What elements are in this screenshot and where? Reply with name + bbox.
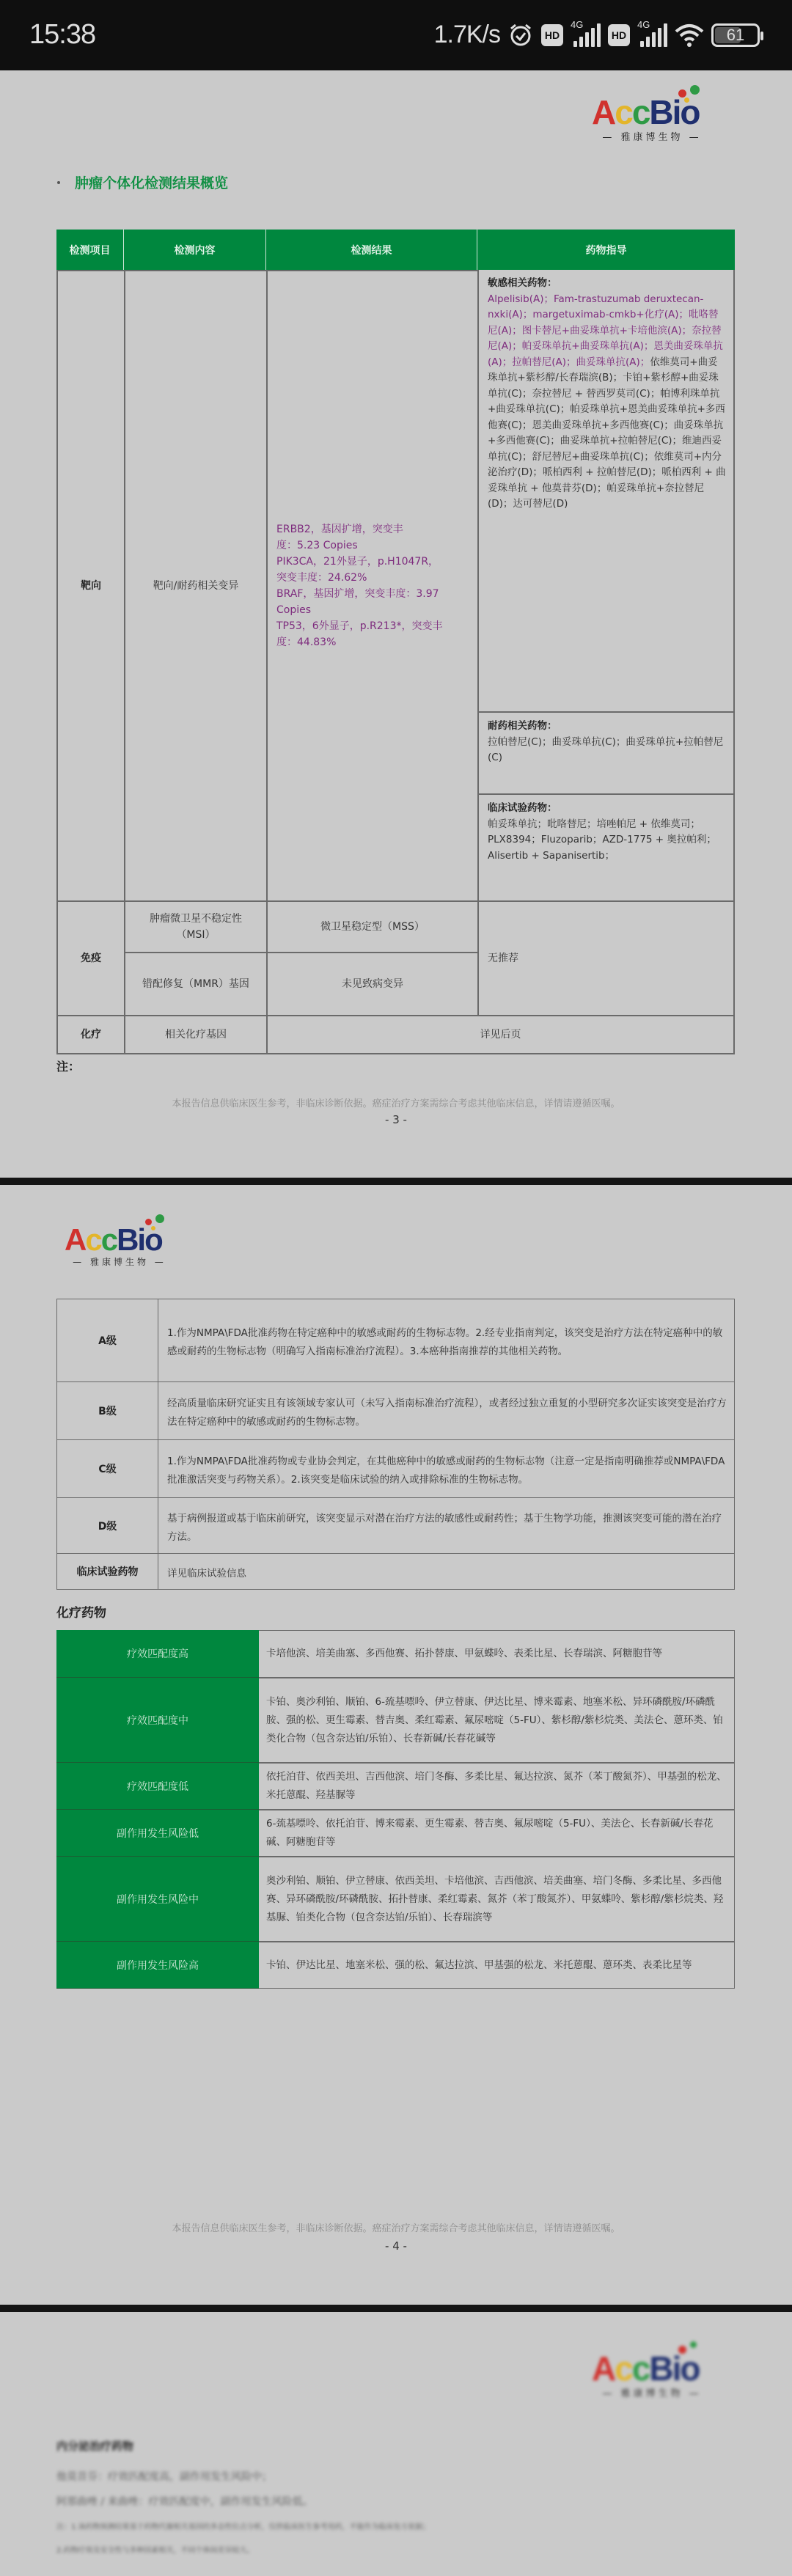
sensitive-drugs-other: 依维莫司+曲妥珠单抗+紫杉醇/长春瑞滨(B)；卡铂+紫杉醇+曲妥珠单抗(C)；奈拉替尼 + 替西罗莫司(C)；帕博利珠单抗+曲妥珠单抗(C)；帕妥珠单抗+恩美曲妥珠单抗+多西他赛(C)；恩美曲妥珠单抗+多西他赛(C)；曲妥珠单抗+多西他赛(C)；曲妥珠单抗+拉帕替尼(C)；维迪西妥单抗(C)；舒尼替尼+曲妥珠单抗(C)；依维莫司+内分泌治疗(D)；哌柏西利 + 拉帕替尼(D)；哌柏西利 + 曲妥珠单抗 + 他莫昔芬(D)；帕妥珠单抗+奈拉替尼(D)；达可替尼(D) (488, 356, 726, 510)
page-separator (0, 2305, 792, 2312)
accbio-logo (592, 85, 712, 141)
status-time: 15:38 (29, 19, 96, 50)
chemo-category-label: 副作用发生风险低 (56, 1810, 259, 1857)
table-header-content: 检测内容 (124, 230, 266, 270)
chemo-category-label: 副作用发生风险高 (56, 1942, 259, 1989)
disclaimer: 本报告信息供临床医生参考，非临床诊断依据。癌症治疗方案需综合考虑其他临床信息，详情请遵循医嘱。 (172, 2223, 620, 2234)
signal-4g-icon-2: 4G (637, 23, 667, 47)
table-header-item: 检测项目 (56, 230, 124, 270)
grade-label: B级 (56, 1381, 158, 1440)
chemo-category-label: 副作用发生风险中 (56, 1857, 259, 1942)
section-title: 肿瘤个体化检测结果概览 (75, 175, 229, 191)
grade-description: 1.作为NMPA\FDA批准药物或专业协会判定，在其他癌种中的敏感或耐药的生物标志物（注意一定是指南明确推荐或NMPA\FDA批准激活突变与药物关系）。2.该突变是临床试验的纳入或排除标准的生物标志物。 (158, 1439, 735, 1498)
chemo-drugs-title: 化疗药物 (56, 1606, 106, 1621)
endocrine-line: 他莫昔芬：疗效匹配度高，副作用发生风险中； (56, 2471, 272, 2483)
logo-tagline: — 雅康博生物 — (602, 132, 702, 143)
endocrine-note: 2.药物疗效及安全性与多种因素相关，不同个体间差异较大。 (56, 2547, 254, 2555)
msi-content: 肿瘤微卫星不稳定性（MSI） (124, 900, 268, 953)
network-speed: 1.7K/s (433, 21, 500, 48)
disclaimer: 本报告信息供临床医生参考，非临床诊断依据。癌症治疗方案需综合考虑其他临床信息，详情请遵循医嘱。 (172, 1098, 620, 1109)
target-category: 靶向 (56, 270, 125, 902)
target-content: 靶向/耐药相关变异 (124, 270, 268, 902)
chemo-category-label: 疗效匹配度低 (56, 1763, 259, 1810)
grade-label: D级 (56, 1497, 158, 1554)
status-bar (0, 0, 792, 70)
grade-description: 经高质量临床研究证实且有该领域专家认可（未写入指南标准治疗流程），或者经过独立重复的小型研究多次证实该突变是治疗方法在特定癌种中的敏感或耐药的生物标志物。 (158, 1381, 735, 1440)
grade-description: 详见临床试验信息 (158, 1553, 735, 1590)
title-bullet (57, 181, 60, 184)
chemo-drug-list: 卡培他滨、培美曲塞、多西他赛、拓扑替康、甲氨蝶呤、表柔比星、长春瑞滨、阿糖胞苷等 (259, 1630, 735, 1678)
resistant-drugs-cell (477, 713, 735, 795)
table-header-result: 检测结果 (266, 230, 477, 270)
grade-description: 基于病例报道或基于临床前研究，该突变显示对潜在治疗方法的敏感性或耐药性；基于生物学功能，推测该突变可能的潜在治疗方法。 (158, 1497, 735, 1554)
table-header-guidance: 药物指导 (477, 230, 735, 270)
status-icons (433, 18, 760, 49)
grade-label: 临床试验药物 (56, 1553, 158, 1590)
logo-wordmark: AccBio (592, 2349, 700, 2388)
endocrine-note: 注：1.该药物预测结果基于药物代谢相关基因的多态性位点分析，仅供临床医生参考用药，不能作为临床处方依据； (56, 2523, 430, 2531)
trial-drugs-cell (477, 795, 735, 902)
immune-guidance: 无推荐 (477, 900, 735, 1016)
report-page-4 (0, 1185, 792, 2305)
signal-4g-icon: 4G (571, 23, 601, 47)
accbio-logo (65, 1214, 185, 1270)
logo-tagline: — 雅康博生物 — (602, 2388, 702, 2399)
mmr-result: 未见致病变异 (266, 952, 479, 1016)
hd-icon-2: HD (608, 24, 630, 46)
grade-label: A级 (56, 1299, 158, 1382)
immune-category: 免疫 (56, 900, 125, 1016)
chemo-drug-list: 奥沙利铂、顺铂、伊立替康、依西美坦、卡培他滨、吉西他滨、培美曲塞、培门冬酶、多柔比星、多西他赛、异环磷酰胺/环磷酰胺、拓扑替康、柔红霉素、氮芥（苯丁酸氮芥）、甲氨蝶呤、紫杉醇/紫杉烷类、羟基脲、铂类化合物（包含奈达铂/乐铂）、长春瑞滨等 (259, 1857, 735, 1942)
resistant-drugs-label: 耐药相关药物： (488, 720, 557, 732)
msi-result: 微卫星稳定型（MSS） (266, 900, 479, 953)
sensitive-drugs-approved: Alpelisib(A)；Fam-trastuzumab deruxtecan-nxki(A)；margetuximab-cmkb+化疗(A)；吡咯替尼(A)；图卡替尼+曲妥珠单抗+卡培他滨(A)；奈拉替尼(A)；帕妥珠单抗+曲妥珠单抗(A)；恩美曲妥珠单抗(A)；拉帕替尼(A)；曲妥珠单抗(A)； (488, 293, 723, 368)
trial-drugs-label: 临床试验药物： (488, 802, 557, 814)
chemo-drug-list: 依托泊苷、依西美坦、吉西他滨、培门冬酶、多柔比星、氟达拉滨、氮芥（苯丁酸氮芥）、甲基强的松龙、米托蒽醌、羟基脲等 (259, 1763, 735, 1810)
grade-label: C级 (56, 1439, 158, 1498)
chemo-drug-list: 卡铂、伊达比星、地塞米松、强的松、氟达拉滨、甲基强的松龙、米托蒽醌、蒽环类、表柔比星等 (259, 1942, 735, 1989)
page-number: - 4 - (385, 2239, 407, 2253)
endocrine-title: 内分泌治疗药物 (56, 2440, 134, 2453)
alarm-icon (507, 22, 534, 48)
chemo-category: 化疗 (56, 1015, 125, 1054)
resistant-drugs: 拉帕替尼(C)；曲妥珠单抗(C)；曲妥珠单抗+拉帕替尼(C) (488, 735, 724, 763)
target-results: ERBB2，基因扩增，突变丰 度：5.23 Copies PIK3CA，21外显子，p.H1047R， 突变丰度：24.62% BRAF，基因扩增，突变丰度：3.97 Copies TP53，6外显子，p.R213*，突变丰 度：44.83% (266, 270, 479, 902)
page-separator (0, 1178, 792, 1185)
grade-description: 1.作为NMPA\FDA批准药物在特定癌种中的敏感或耐药的生物标志物。2.经专业指南判定，该突变是治疗方法在特定癌种中的敏感或耐药的生物标志物（明确写入指南标准治疗流程）。3.本癌种指南推荐的其他相关药物。 (158, 1299, 735, 1382)
trial-drugs: 帕妥珠单抗；吡咯替尼；培唑帕尼 + 依维莫司；PLX8394；Fluzoparib；AZD-1775 + 奥拉帕利；Alisertib + Sapanisertib； (488, 818, 716, 862)
report-page-3 (0, 70, 792, 1178)
page-number: - 3 - (385, 1113, 407, 1126)
sensitive-drugs-cell (477, 270, 735, 713)
mmr-content: 错配修复（MMR）基因 (124, 952, 268, 1016)
chemo-drug-list: 6-巯基嘌呤、依托泊苷、博来霉素、更生霉素、替吉奥、氟尿嘧啶（5-FU）、美法仑、长春新碱/长春花碱、阿糖胞苷等 (259, 1810, 735, 1857)
chemo-drug-list: 卡铂、奥沙利铂、顺铂、6-巯基嘌呤、伊立替康、伊达比星、博来霉素、地塞米松、异环磷酰胺/环磷酰胺、强的松、更生霉素、替吉奥、柔红霉素、氟尿嘧啶（5-FU）、紫杉醇/紫杉烷类、美法仑、蒽环类、铂类化合物（包含奈达铂/乐铂）、长春新碱/长春花碱等 (259, 1678, 735, 1763)
chemo-content: 相关化疗基因 (124, 1015, 268, 1054)
note-label: 注： (56, 1060, 81, 1074)
sensitive-drugs-label: 敏感相关药物： (488, 277, 557, 289)
logo-wordmark: AccBio (65, 1222, 162, 1257)
chemo-category-label: 疗效匹配度中 (56, 1678, 259, 1763)
battery-icon (711, 23, 760, 47)
logo-wordmark: AccBio (592, 93, 700, 131)
wifi-icon (675, 23, 704, 48)
logo-tagline: — 雅康博生物 — (73, 1257, 166, 1267)
endocrine-line: 阿那曲唑 / 来曲唑：疗效匹配度中，副作用发生风险低。 (56, 2496, 313, 2508)
hd-icon: HD (541, 24, 563, 46)
accbio-logo (592, 2341, 712, 2397)
chemo-result-link: 详见后页 (266, 1015, 735, 1054)
battery-level: 61 (726, 25, 745, 44)
chemo-category-label: 疗效匹配度高 (56, 1630, 259, 1678)
report-page-5 (0, 2312, 792, 2576)
